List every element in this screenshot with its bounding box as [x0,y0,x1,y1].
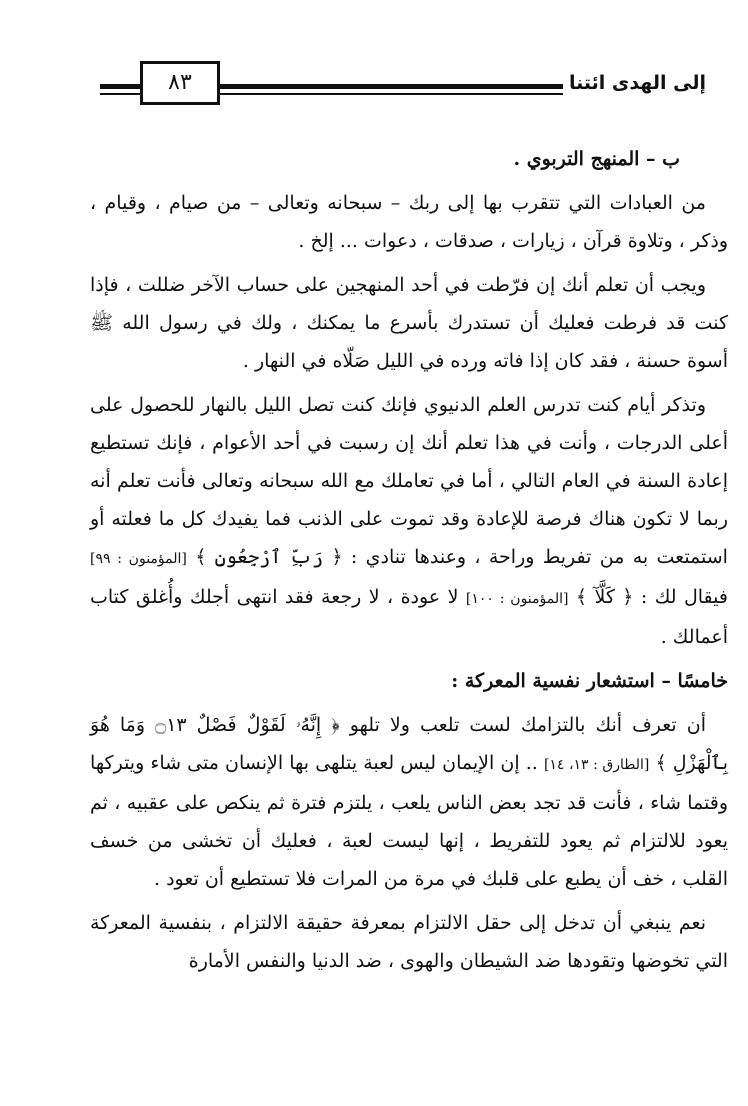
quran-verse: ﴿ إِنَّهُۥ لَقَوْلٌ فَصْلٌ ۝١٣ وَمَا هُوَ بِٱلْهَزْلِ ﴾ [90,714,728,774]
paragraph-text: .. إن الإيمان ليس لعبة يتلهى بها الإنسان متى شاء ويتركها وقتما شاء ، فأنت قد تجد بعض الناس يلعب ، يلتزم فترة ثم ينكص على عقبيه ، ثم يعود للالتزام ثم يعود للتفريط ، إنها ليست لعبة ، فعليك أن تخشى من خسف القلب ، خف أن يطبع على قلبك في مرة من المرات فلا تستطيع أن تعود . [90,752,728,890]
verse-reference: [الطارق : ١٣، ١٤] [543,757,650,773]
paragraph-reminder [90,386,728,656]
running-header [100,55,730,115]
paragraph-commitment: نعم ينبغي أن تدخل إلى حقل الالتزام بمعرفة حقيقة الالتزام ، بنفسية المعركة التي تخوضها وتقودها ضد الشيطان والهوى ، ضد الدنيا والنفس الأمارة [90,912,728,972]
paragraph-text: وتذكر أيام كنت تدرس العلم الدنيوي فإنك كنت تصل الليل بالنهار للحصول على أعلى الدرجات ، وأنت في هذا تعلم أنك إن رسبت في أحد الأعوام ، فإنك تستطيع إعادة السنة في العام التالي ، أما في تعاملك مع الله سبحانه وتعالى فأنت تعلم أنه ربما لا تكون هناك فرصة للإعادة وقد تموت على الذنب فما يفيدك كل ما فعلته أو استمتعت به من تفريط وراحة ، وعندها تنادي : [90,394,728,568]
section-heading-5: خامسًا – استشعار نفسية المعركة : [451,670,728,692]
quran-verse: ﴿ رَبِّ ٱرْجِعُونِ ﴾ [195,546,343,568]
verse-reference: [المؤمنون : ١٠٠] [465,591,569,607]
quran-verse: ﴿ كَلَّآ ﴾ [575,586,634,608]
book-title: إلى الهدى ائتنا [563,63,712,103]
paragraph-text: فيقال لك : [640,586,728,608]
paragraph-balance: ويجب أن تعلم أنك إن فرّطت في أحد المنهجين على حساب الآخر ضللت ، فإذا كنت قد فرطت فعليك أن تستدرك بأسرع ما يمكنك ، ولك في رسول الله ﷺ أسوة حسنة ، فقد كان إذا فاته ورده في الليل صَلّاه في النهار . [90,274,728,372]
page-number: ٨٣ [140,61,220,105]
paragraph-worship: من العبادات التي تتقرب بها إلى ربك – سبحانه وتعالى – من صيام ، وقيام ، وذكر ، وتلاوة قرآن ، زيارات ، صدقات ، دعوات ... إلخ . [90,192,728,252]
section-heading-b: ب – المنهج التربوي . [513,148,680,170]
page-body [90,140,728,986]
paragraph-text: لا عودة ، لا رجعة فقد انتهى أجلك وأُغلق كتاب أعمالك . [90,586,728,648]
paragraph-battle [90,706,728,898]
paragraph-text: أن تعرف أنك بالتزامك لست تلعب ولا تلهو [349,714,706,736]
verse-reference: [المؤمنون : ٩٩] [90,551,187,567]
